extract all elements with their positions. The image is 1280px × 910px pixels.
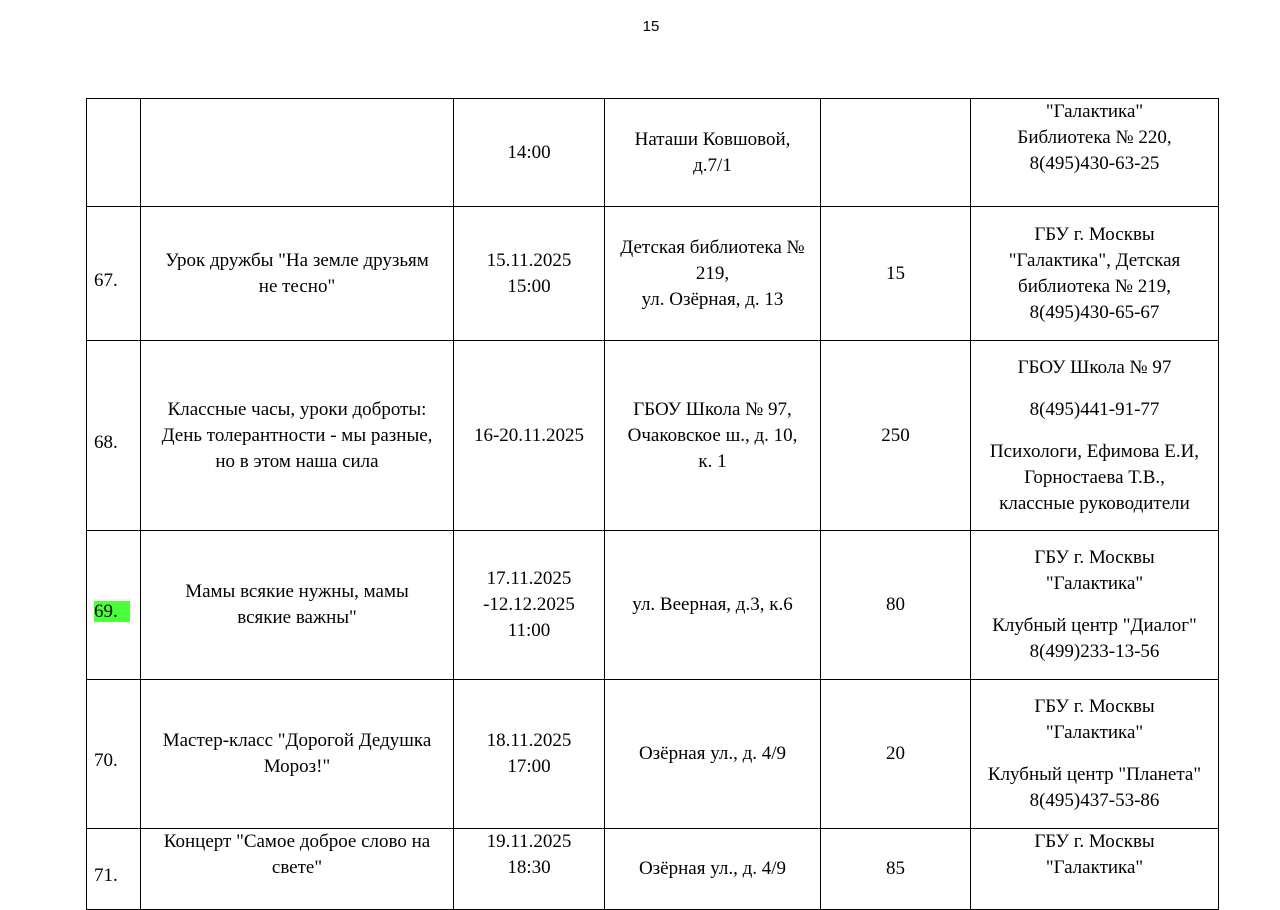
table-row bbox=[87, 680, 1219, 829]
table-row bbox=[87, 341, 1219, 531]
event-place: ГБОУ Школа № 97, Очаковское ш., д. 10, к. 1 bbox=[605, 341, 821, 531]
table-row bbox=[87, 99, 1219, 207]
row-number bbox=[87, 531, 141, 680]
participants-count: 15 bbox=[821, 207, 971, 341]
event-date: 15.11.2025 15:00 bbox=[454, 207, 605, 341]
organizer: "Галактика" Библиотека № 220, 8(495)430-63-25 bbox=[971, 99, 1219, 207]
participants-count: 250 bbox=[821, 341, 971, 531]
organizer: ГБУ г. Москвы "Галактика" Клубный центр "Планета" 8(495)437-53-86 bbox=[971, 680, 1219, 829]
event-name: Мастер-класс "Дорогой Дедушка Мороз!" bbox=[141, 680, 454, 829]
row-number: 70. bbox=[87, 680, 141, 829]
event-place: ул. Веерная, д.3, к.6 bbox=[605, 531, 821, 680]
row-number: 71. bbox=[87, 829, 141, 910]
event-date: 17.11.2025 -12.12.2025 11:00 bbox=[454, 531, 605, 680]
organizer: ГБОУ Школа № 97 8(495)441-91-77 Психологи, Ефимова Е.И, Горностаева Т.В., классные руководители bbox=[971, 341, 1219, 531]
event-place: Наташи Ковшовой, д.7/1 bbox=[605, 99, 821, 207]
event-date: 14:00 bbox=[454, 99, 605, 207]
event-name: Классные часы, уроки доброты: День толерантности - мы разные, но в этом наша сила bbox=[141, 341, 454, 531]
participants-count: 20 bbox=[821, 680, 971, 829]
highlighted-number: 69. bbox=[94, 601, 130, 622]
event-date: 19.11.2025 18:30 bbox=[454, 829, 605, 910]
events-table bbox=[86, 98, 1219, 910]
participants-count bbox=[821, 99, 971, 207]
table-row bbox=[87, 207, 1219, 341]
organizer: ГБУ г. Москвы "Галактика", Детская библиотека № 219, 8(495)430-65-67 bbox=[971, 207, 1219, 341]
event-date: 16-20.11.2025 bbox=[454, 341, 605, 531]
table-row bbox=[87, 829, 1219, 910]
event-name: Концерт "Самое доброе слово на свете" bbox=[141, 829, 454, 910]
event-date: 18.11.2025 17:00 bbox=[454, 680, 605, 829]
organizer: ГБУ г. Москвы "Галактика" Клубный центр "Диалог" 8(499)233-13-56 bbox=[971, 531, 1219, 680]
row-number: 68. bbox=[87, 341, 141, 531]
event-place: Озёрная ул., д. 4/9 bbox=[605, 680, 821, 829]
event-name: Урок дружбы "На земле друзьям не тесно" bbox=[141, 207, 454, 341]
participants-count: 85 bbox=[821, 829, 971, 910]
event-place: Озёрная ул., д. 4/9 bbox=[605, 829, 821, 910]
organizer: ГБУ г. Москвы "Галактика" bbox=[971, 829, 1219, 910]
row-number bbox=[87, 99, 141, 207]
table-row bbox=[87, 531, 1219, 680]
page-number: 15 bbox=[642, 18, 660, 35]
participants-count: 80 bbox=[821, 531, 971, 680]
row-number: 67. bbox=[87, 207, 141, 341]
event-name bbox=[141, 99, 454, 207]
event-place: Детская библиотека № 219, ул. Озёрная, д. 13 bbox=[605, 207, 821, 341]
event-name: Мамы всякие нужны, мамы всякие важны" bbox=[141, 531, 454, 680]
